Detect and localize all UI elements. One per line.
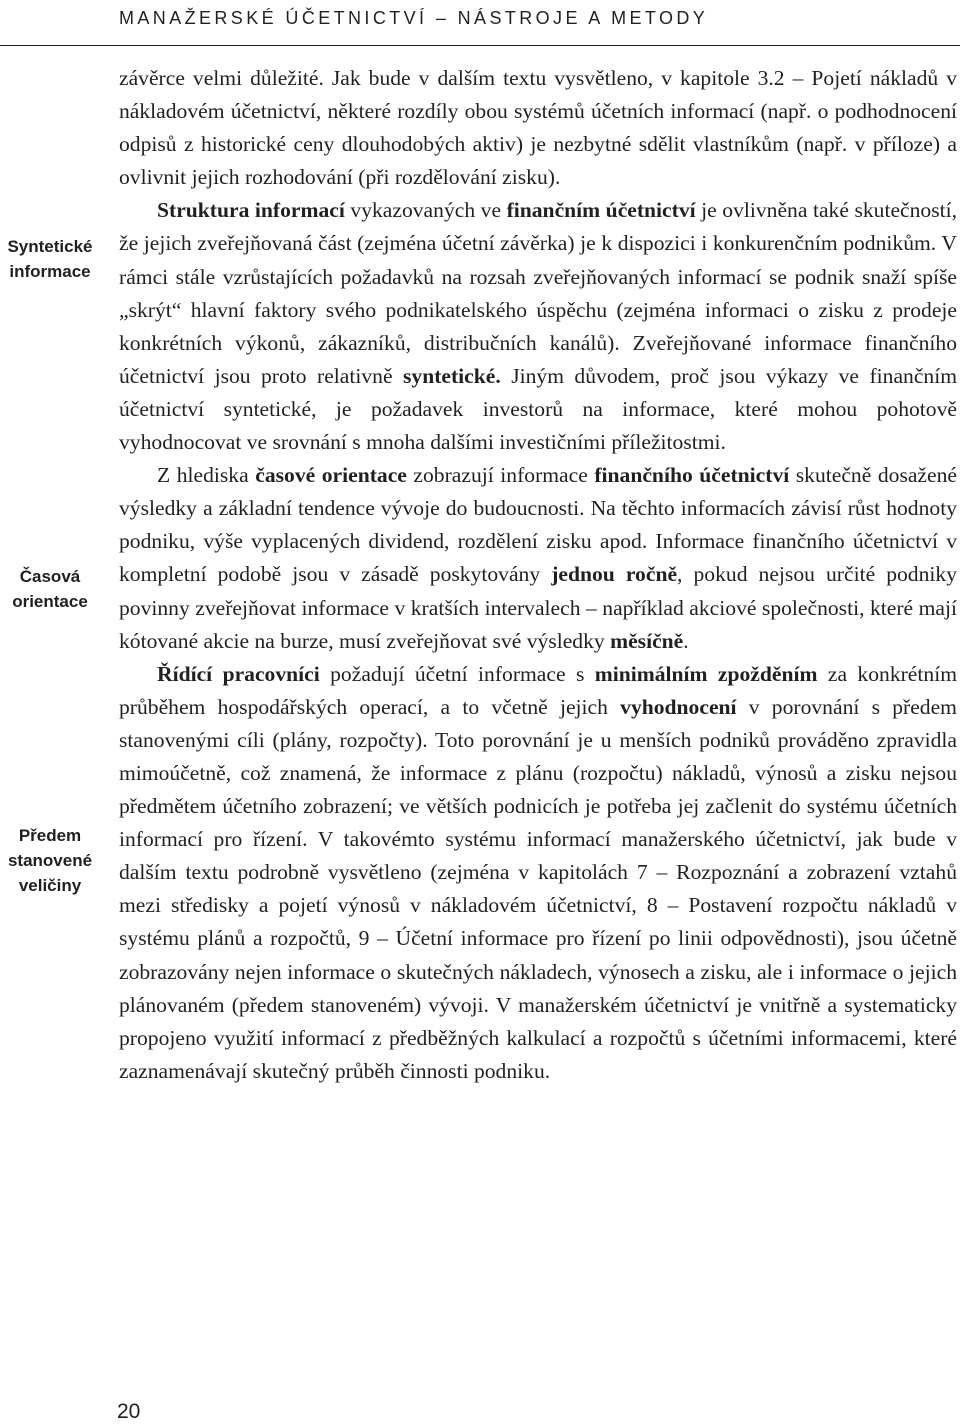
text-run: Jiným důvodem, proč jsou výkazy ve finančním účetnictví syntetické, je požadavek investorů na informace, které mohou pohotově vyhodnocovat ve srovnání s mnoha dalšími investičními příležitostmi. — [119, 363, 957, 455]
bold-term: měsíčně — [610, 628, 684, 653]
text-run: za konkrétním průběhem hospodářských operací, a to včetně jejich — [119, 661, 957, 719]
running-header — [0, 0, 960, 46]
bold-term: časové orientace — [255, 463, 407, 488]
bold-term: finančního účetnictví — [594, 463, 790, 488]
margin-note-syntheticke: Syntetické informace — [7, 237, 93, 281]
text-run: . — [683, 628, 689, 653]
page-number: 20 — [117, 1400, 141, 1423]
text-run: je ovlivněna také skutečností, že jejich zveřejňovaná část (zejména účetní závěrka) je k dispozici i konkurenčním podnikům. V rámci stále vzrůstajících požadavků na rozsah zveřejňovaných informací se podnik snaží spíše „skrýt“ hlavní faktory svého podnikatelského úspěchu (zejména informaci o zisku z prodeje konkrétních výkonů, zákazníků, distribučních kanálů). Zveřejňované informace finančního účetnictví jsou proto relativně — [119, 198, 958, 388]
paragraph — [119, 194, 957, 459]
body-text — [119, 62, 957, 1088]
text-run: závěrce velmi důležité. Jak bude v dalším textu vysvětleno, v kapitole 3.2 – Pojetí nákladů v nákladovém účetnictví, některé rozdíly obou systémů účetních informací (např. o podhodnocení odpisů z historické ceny dlouhodobých aktiv) je nezbytné sdělit vlastníkům (např. v příloze) a ovlivnit jejich rozhodování (při rozdělování zisku). — [119, 66, 957, 190]
paragraph — [119, 459, 957, 658]
bold-term: Řídící pracovníci — [157, 661, 320, 686]
margin-note-predem-stanovene: Předem stanovené veličiny — [7, 826, 93, 895]
text-run: Z hlediska — [157, 463, 256, 488]
text-run: zobrazují informace — [406, 463, 595, 488]
text-run: skutečně dosažené výsledky a základní tendence vývoje do budoucnosti. Na těchto informacích závisí růst hodnoty podniku, výše vyplacených dividend, rozdělení zisku apod. Informace finančního účetnictví v kompletní podobě jsou v zásadě poskytovány — [119, 463, 957, 587]
text-run: vykazovaných ve — [344, 198, 507, 223]
bold-term: vyhodnocení — [620, 694, 737, 719]
bold-term: syntetické. — [403, 363, 501, 388]
bold-term: finančním účetnictví — [506, 198, 696, 223]
bold-term: Struktura informací — [157, 198, 345, 223]
text-run: , pokud nejsou určité podniky povinny zveřejňovat informace v kratších intervalech – například akciové společnosti, které mají kótované akcie na burze, musí zveřejňovat své výsledky — [119, 562, 957, 653]
text-run: požadují účetní informace s — [319, 661, 595, 686]
bold-term: jednou ročně — [551, 562, 678, 587]
paragraph — [119, 62, 957, 194]
paragraph — [119, 658, 957, 1088]
header-title: MANAŽERSKÉ ÚČETNICTVÍ – NÁSTROJE A METODY — [119, 8, 709, 28]
margin-note-casova-orientace: Časová orientace — [12, 567, 88, 611]
text-run: v porovnání s předem stanovenými cíli (plány, rozpočty). Toto porovnání je u menších podniků prováděno zpravidla mimoúčetně, což znamená, že informace z plánu (rozpočtu) nákladů, výnosů a zisku nejsou předmětem účetního zobrazení; ve větších podnicích je potřeba jej začlenit do systému účetních informací pro řízení. V takovémto systému informací manažerského účetnictví, jak bude v dalším textu podrobně vysvětleno (zejména v kapitolách 7 – Rozpoznání a zobrazení vztahů mezi středisky a pojetí výnosů v nákladovém účetnictví, 8 – Postavení rozpočtu nákladů v systému plánů a rozpočtů, 9 – Účetní informace pro řízení po linii odpovědnosti), jsou účetně zobrazovány nejen informace o skutečných nákladech, výnosech a zisku, ale i informace o jejich plánovaném (předem stanoveném) vývoji. V manažerském účetnictví je vnitřně a systematicky propojeno využití informací z předběžných kalkulací a rozpočtů s účetními informacemi, které zaznamenávají skutečný průběh činnosti podniku. — [119, 694, 957, 1083]
bold-term: minimálním zpožděním — [594, 661, 818, 686]
